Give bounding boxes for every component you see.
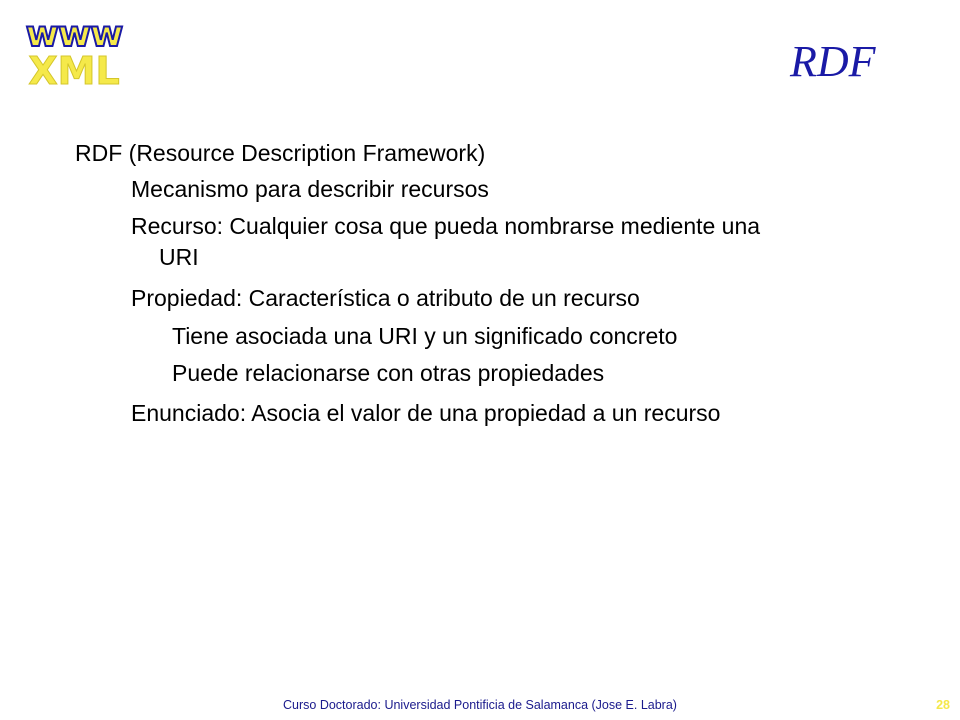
logo-xml-text: XML <box>28 49 120 90</box>
page-number: 28 <box>936 698 950 712</box>
slide-title: RDF <box>790 37 876 86</box>
bullet-tiene-uri: Tiene asociada una URI y un significado concreto <box>172 323 678 349</box>
logo-www-text: www <box>25 14 123 55</box>
bullet-recurso: Recurso: Cualquier cosa que pueda nombrarse mediente una <box>131 213 761 239</box>
bullet-relacionarse: Puede relacionarse con otras propiedades <box>172 360 605 386</box>
www-xml-logo <box>24 14 124 90</box>
bullet-propiedad: Propiedad: Característica o atributo de un recurso <box>131 285 640 311</box>
bullet-enunciado: Enunciado: Asocia el valor de una propiedad a un recurso <box>131 400 721 426</box>
bullet-recurso-continuation: URI <box>159 244 199 270</box>
bullet-mecanismo: Mecanismo para describir recursos <box>131 176 489 202</box>
footer-credit: Curso Doctorado: Universidad Pontificia de Salamanca (Jose E. Labra) <box>283 698 677 712</box>
bullet-rdf-definition: RDF (Resource Description Framework) <box>75 140 486 166</box>
